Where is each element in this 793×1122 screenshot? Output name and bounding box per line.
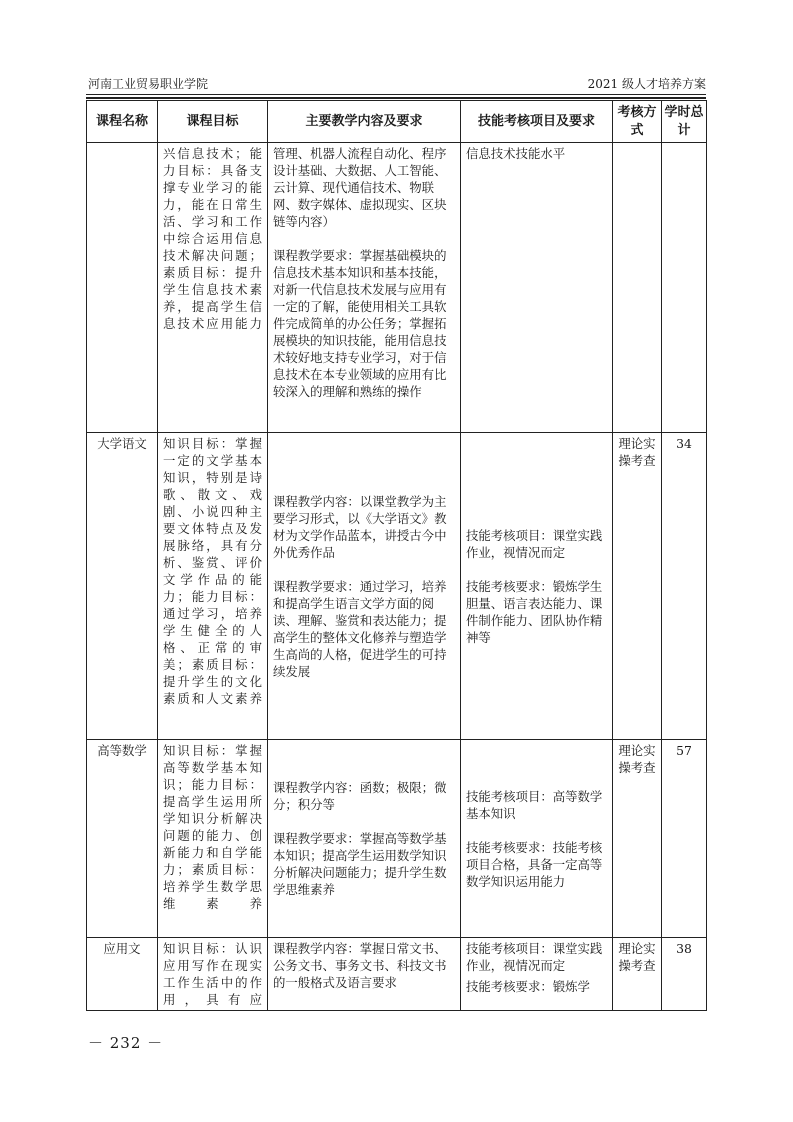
- page-number: － 232 －: [88, 1034, 164, 1052]
- col-header-name: 课程名称: [87, 101, 158, 143]
- table-row: [87, 740, 707, 938]
- col-header-skill: 技能考核项目及要求: [461, 101, 613, 143]
- content-paragraph: 课程教学要求：通过学习，培养和提高学生语言文学方面的阅读、理解、鉴赏和表达能力；提高学生的整体文化修养与塑造学生高尚的人格，促进学生的可持续发展: [273, 578, 447, 679]
- content-paragraph: 课程教学要求：掌握基础模块的信息技术基本知识和基本技能，对新一代信息技术发展与应用有一定的了解，能使用相关工具软件完成简单的办公任务；掌握拓展模块的知识技能，能用信息技术较好地支持专业学习，对于信息技术在本专业领域的应用有比较深入的理解和熟练的操作: [273, 248, 447, 399]
- header-rule: [86, 94, 706, 95]
- course-name: 应用文: [87, 938, 158, 1011]
- assessment-method: [613, 143, 662, 433]
- course-skill: [461, 740, 613, 938]
- content-paragraph: 课程教学内容：掌握日常文书、公务文书、事务文书、科技文书的一般格式及语言要求: [273, 941, 447, 990]
- total-hours: 38: [662, 938, 707, 1011]
- col-header-goal: 课程目标: [158, 101, 268, 143]
- course-content: [268, 433, 461, 740]
- content-paragraph: 课程教学内容：以课堂教学为主要学习形式，以《大学语文》教材为文学作品蓝本，讲授古今中外优秀作品: [273, 493, 447, 560]
- header-rule-thick: [86, 97, 706, 99]
- course-skill: [461, 143, 613, 433]
- skill-paragraph: 技能考核项目：课堂实践作业，视情况而定: [466, 941, 603, 973]
- assessment-method: 理论实操考查: [613, 740, 662, 938]
- total-hours: [662, 143, 707, 433]
- plan-title: 2021 级人才培养方案: [587, 77, 706, 91]
- table-header-row: [87, 101, 707, 143]
- course-content: [268, 143, 461, 433]
- course-skill: [461, 433, 613, 740]
- school-name: 河南工业贸易职业学院: [88, 77, 209, 91]
- course-name: 高等数学: [87, 740, 158, 938]
- course-goal: 知识目标：掌握一定的文学基本知识，特别是诗歌、散文、戏剧、小说四种主要文体特点及发展脉络，具有分析、鉴赏、评价文学作品的能力；能力目标：通过学习，培养学生健全的人格、正常的审美；素质目标：提升学生的文化素质和人文素养: [158, 433, 268, 740]
- course-goal: 知识目标：掌握高等数学基本知识；能力目标：提高学生运用所学知识分析解决问题的能力、创新能力和自学能力；素质目标：培养学生数学思维素养: [158, 740, 268, 938]
- col-header-hours: 学时总计: [662, 101, 707, 143]
- course-content: [268, 740, 461, 938]
- total-hours: 34: [662, 433, 707, 740]
- course-name: 大学语文: [87, 433, 158, 740]
- content-paragraph: 课程教学内容：函数；极限；微分；积分等: [273, 780, 447, 812]
- assessment-method: 理论实操考查: [613, 433, 662, 740]
- skill-paragraph: 技能考核要求：技能考核项目合格，具备一定高等数学知识运用能力: [466, 839, 603, 889]
- col-header-method: 考核方式: [613, 101, 662, 143]
- col-header-content: 主要教学内容及要求: [268, 101, 461, 143]
- skill-paragraph: 技能考核项目：高等数学基本知识: [466, 788, 603, 821]
- skill-paragraph: 技能考核项目：课堂实践作业，视情况而定: [466, 527, 603, 560]
- skill-paragraph: 信息技术技能水平: [466, 146, 566, 161]
- course-skill: [461, 938, 613, 1011]
- content-paragraph: 管理、机器人流程自动化、程序设计基础、大数据、人工智能、云计算、现代通信技术、物联网、数字媒体、虚拟现实、区块链等内容）: [273, 146, 447, 229]
- assessment-method: 理论实操考查: [613, 938, 662, 1011]
- page-header: [86, 74, 706, 94]
- course-goal: 知识目标：认识应用写作在现实工作生活中的作用，具有应: [158, 938, 268, 1011]
- total-hours: 57: [662, 740, 707, 938]
- skill-paragraph: 技能考核要求：锻炼学生胆量、语言表达能力、课件制作能力、团队协作精神等: [466, 578, 603, 645]
- course-name: [87, 143, 158, 433]
- course-goal: 兴信息技术；能力目标：具备支撑专业学习的能力，能在日常生活、学习和工作中综合运用信息技术解决问题；素质目标：提升学生信息技术素养，提高学生信息技术应用能力: [158, 143, 268, 433]
- table-row: [87, 938, 707, 1011]
- content-paragraph: 课程教学要求：掌握高等数学基本知识；提高学生运用数学知识分析解决问题能力；提升学生数学思维素养: [273, 831, 447, 897]
- table-row: [87, 433, 707, 740]
- table-row: [87, 143, 707, 433]
- course-table: [86, 100, 707, 1011]
- course-content: [268, 938, 461, 1011]
- skill-paragraph: 技能考核要求：锻炼学: [466, 979, 590, 994]
